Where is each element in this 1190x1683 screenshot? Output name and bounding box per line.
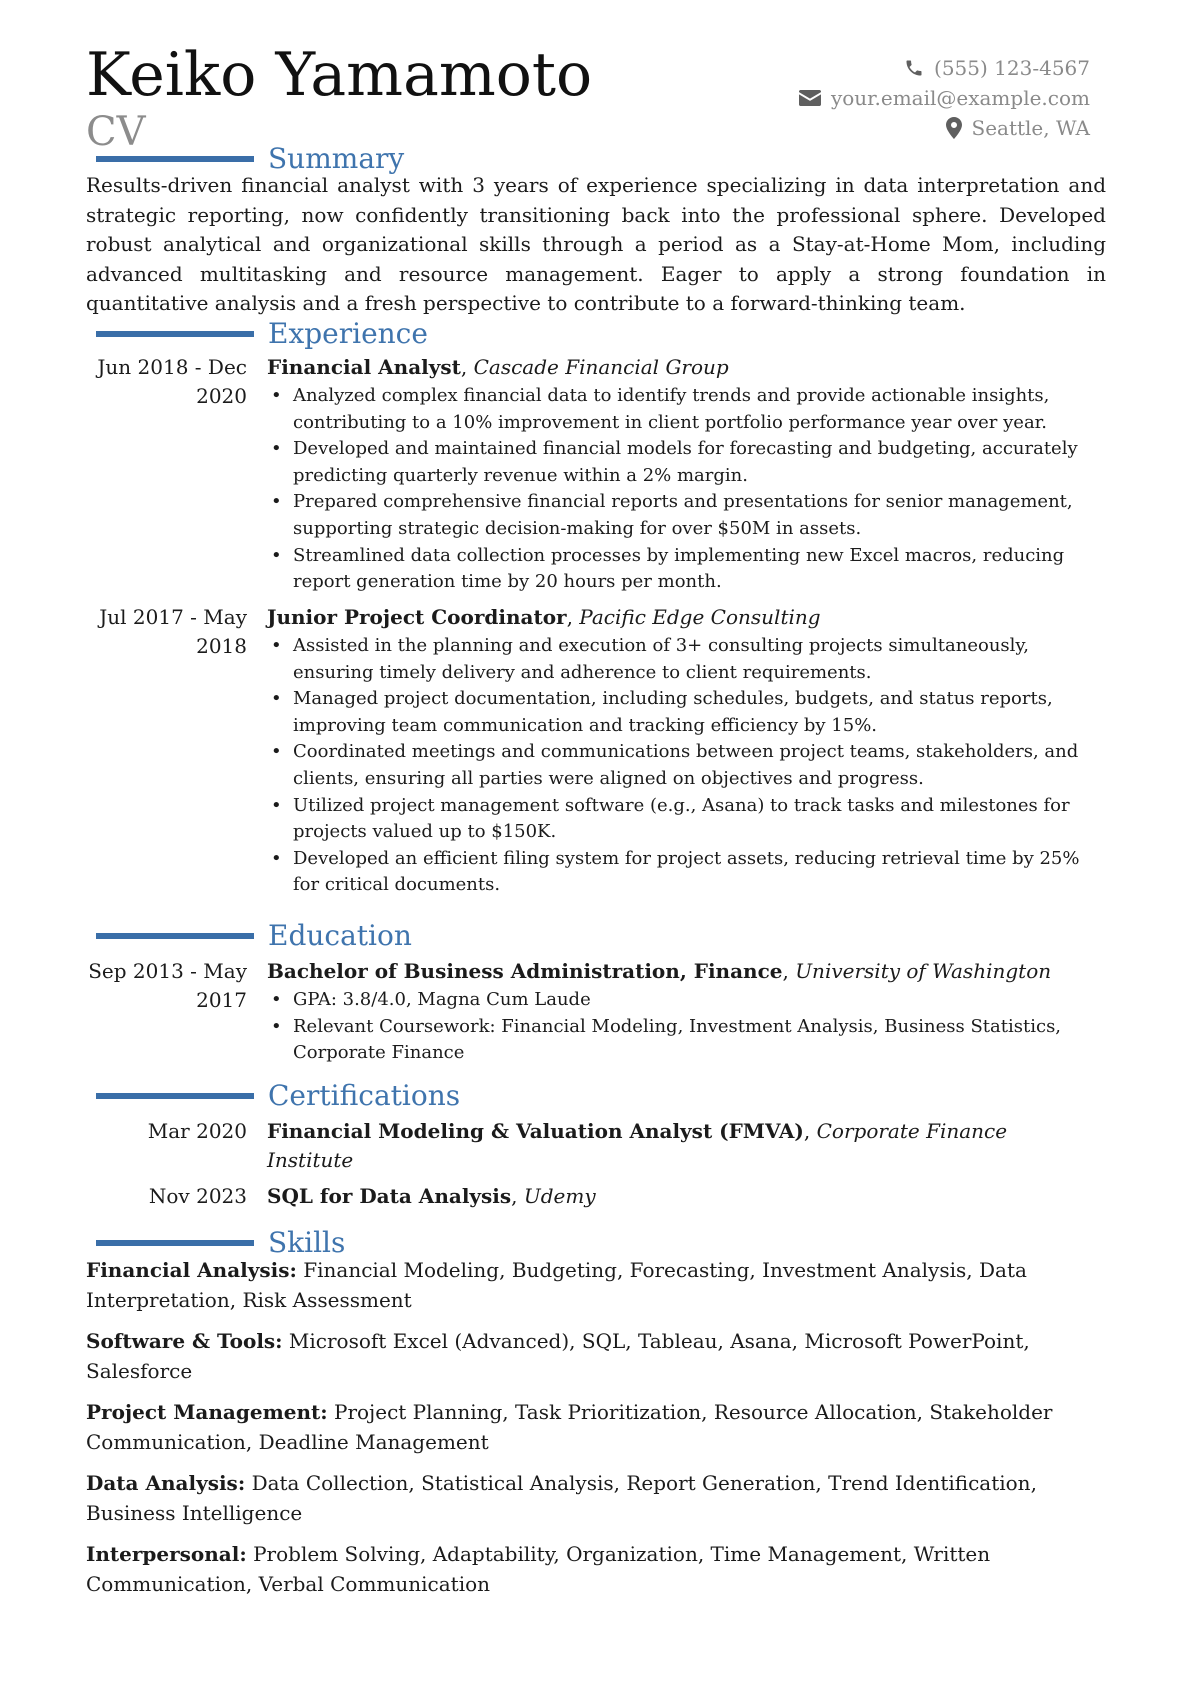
document-type: CV — [86, 109, 146, 155]
job-title: Financial Analyst, Cascade Financial Group — [267, 355, 729, 379]
skill-group — [86, 1469, 1111, 1528]
job-org: Cascade Financial Group — [473, 355, 729, 379]
contact-block — [799, 53, 1090, 143]
cert-issuer: Udemy — [523, 1184, 596, 1208]
section-title: Skills — [268, 1226, 346, 1259]
skills-heading — [96, 1226, 345, 1260]
cert-issuer: Corporate Finance Institute — [267, 1119, 1008, 1172]
skill-items: Data Collection, Statistical Analysis, Report Generation, Trend Identification, Business Intelligence — [86, 1471, 1037, 1525]
skill-group — [86, 1256, 1111, 1315]
contact-location — [799, 113, 1090, 143]
section-title: Experience — [268, 317, 428, 350]
list-item: • Developed an efficient filing system for project assets, reducing retrieval time by 25% for critical documents. — [267, 846, 1085, 899]
job-org: Pacific Edge Consulting — [579, 605, 821, 629]
degree: Bachelor of Business Administration, Finance — [267, 959, 783, 983]
job-bullets — [267, 633, 1085, 899]
section-rule — [96, 156, 254, 162]
cert-name: SQL for Data Analysis — [267, 1184, 512, 1208]
contact-phone — [799, 53, 1090, 83]
cert-title: SQL for Data Analysis, Udemy — [267, 1184, 596, 1208]
section-title: Certifications — [268, 1079, 461, 1112]
experience-heading — [96, 317, 428, 351]
skill-items: Financial Modeling, Budgeting, Forecasting, Investment Analysis, Data Interpretation, Risk Assessment — [86, 1258, 1027, 1312]
section-rule — [96, 1093, 254, 1099]
skill-items: Microsoft Excel (Advanced), SQL, Tableau, Asana, Microsoft PowerPoint, Salesforce — [86, 1329, 1030, 1383]
job-title: Junior Project Coordinator, Pacific Edge Consulting — [267, 605, 821, 629]
summary-text: Results-driven financial analyst with 3 years of experience specializing in data interpretation and strategic reporting, now confidently transitioning back into the professional sphere. Developed robust analytical and organizational skills through a period as a Stay-at-Home Mom, including advanced multitasking and resource management. Eager to apply a strong foundation in quantitative analysis and a fresh perspective to contribute to a forward-thinking team. — [86, 173, 1106, 315]
skill-group — [86, 1540, 1111, 1599]
section-title: Education — [268, 919, 412, 952]
skill-items: Project Planning, Task Prioritization, Resource Allocation, Stakeholder Communication, Deadline Management — [86, 1400, 1053, 1454]
list-item: • Developed and maintained financial models for forecasting and budgeting, accurately predicting quarterly revenue within a 2% margin. — [267, 436, 1085, 489]
certifications-heading — [96, 1079, 460, 1113]
job-date: Jun 2018 - Dec 2020 — [97, 355, 247, 408]
job-bullets — [267, 383, 1085, 596]
skill-group — [86, 1327, 1111, 1386]
envelope-icon — [799, 90, 821, 106]
location-text: Seattle, WA — [971, 116, 1090, 140]
skill-label: Software & Tools: — [86, 1329, 283, 1353]
list-item: • Relevant Coursework: Financial Modeling, Investment Analysis, Business Statistics, Corporate Finance — [267, 1014, 1085, 1067]
contact-email — [799, 83, 1090, 113]
job-date: Jul 2017 - May 2018 — [99, 605, 247, 658]
skill-label: Data Analysis: — [86, 1471, 246, 1495]
skill-label: Interpersonal: — [86, 1542, 247, 1566]
education-heading — [96, 919, 412, 953]
phone-text[interactable]: (555) 123-4567 — [934, 56, 1090, 80]
school: University of Washington — [795, 959, 1052, 983]
job-role: Financial Analyst — [267, 355, 461, 379]
list-item: • Assisted in the planning and execution of 3+ consulting projects simultaneously, ensuring timely delivery and adherence to client requirements. — [267, 633, 1085, 686]
phone-icon — [904, 58, 924, 78]
list-item: • Analyzed complex financial data to identify trends and provide actionable insights, contributing to a 10% improvement in client portfolio performance year over year. — [267, 383, 1085, 436]
email-text[interactable]: your.email@example.com — [830, 86, 1090, 110]
list-item: • GPA: 3.8/4.0, Magna Cum Laude — [267, 987, 1085, 1014]
section-rule — [96, 933, 254, 939]
cert-name: Financial Modeling & Valuation Analyst (FMVA) — [267, 1119, 804, 1143]
skill-label: Project Management: — [86, 1400, 328, 1424]
list-item: • Streamlined data collection processes by implementing new Excel macros, reducing report generation time by 20 hours per month. — [267, 543, 1085, 596]
map-pin-icon — [946, 117, 962, 139]
section-rule — [96, 1240, 254, 1246]
candidate-name: Keiko Yamamoto — [86, 40, 593, 110]
skill-items: Problem Solving, Adaptability, Organization, Time Management, Written Communication, Verbal Communication — [86, 1542, 991, 1596]
list-item: • Utilized project management software (e.g., Asana) to track tasks and milestones for projects valued up to $150K. — [267, 793, 1085, 846]
list-item: • Prepared comprehensive financial reports and presentations for senior management, supporting strategic decision-making for over $50M in assets. — [267, 489, 1085, 542]
cert-date: Nov 2023 — [148, 1184, 247, 1208]
skill-label: Financial Analysis: — [86, 1258, 297, 1282]
education-title: Bachelor of Business Administration, Finance, University of Washington — [267, 959, 1052, 983]
list-item: • Coordinated meetings and communications between project teams, stakeholders, and clients, ensuring all parties were aligned on objectives and progress. — [267, 739, 1085, 792]
section-rule — [96, 331, 254, 337]
cert-title: Financial Modeling & Valuation Analyst (FMVA), Corporate Finance Institute — [267, 1119, 1008, 1172]
section-title: Summary — [268, 142, 405, 175]
skill-group — [86, 1398, 1111, 1457]
education-bullets — [267, 987, 1085, 1067]
cert-date: Mar 2020 — [147, 1119, 247, 1143]
job-role: Junior Project Coordinator — [267, 605, 567, 629]
education-date: Sep 2013 - May 2017 — [88, 959, 247, 1012]
list-item: • Managed project documentation, including schedules, budgets, and status reports, improving team communication and tracking efficiency by 15%. — [267, 686, 1085, 739]
